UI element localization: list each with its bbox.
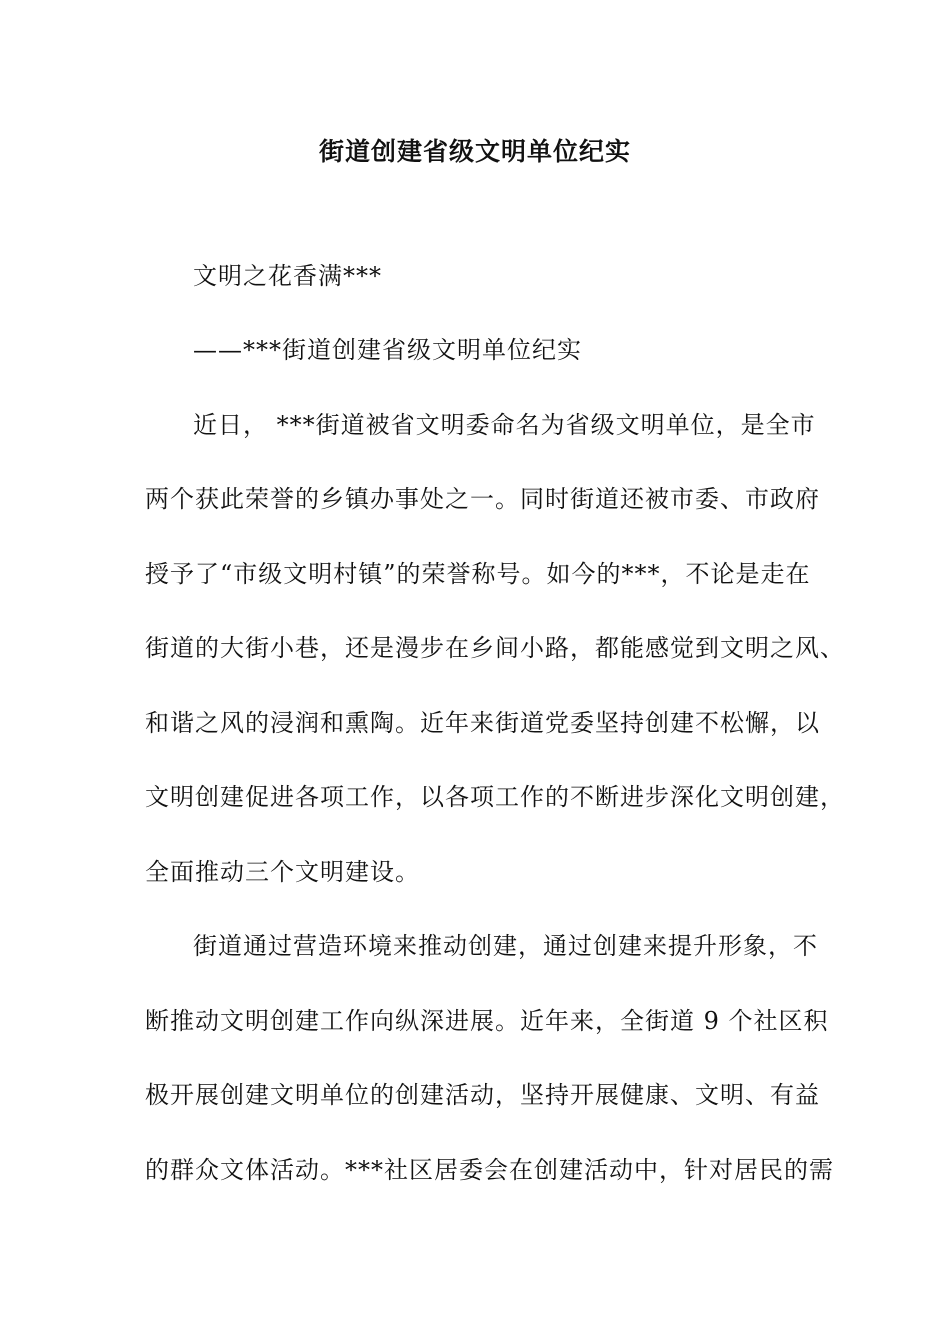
paragraph-line: 文明创建促进各项工作，以各项工作的不断进步深化文明创建，	[145, 783, 845, 811]
paragraph-line: 两个获此荣誉的乡镇办事处之一。同时街道还被市委、市政府	[145, 485, 820, 513]
paragraph-line: 断推动文明创建工作向纵深进展。近年来，全街道 9 个社区积	[145, 1007, 829, 1035]
paragraph-line: 街道的大街小巷，还是漫步在乡间小路，都能感觉到文明之风、	[145, 634, 845, 662]
paragraph-line: 近日， ***街道被省文明委命名为省级文明单位，是全市	[193, 411, 816, 439]
paragraph-line: 极开展创建文明单位的创建活动，坚持开展健康、文明、有益	[145, 1081, 820, 1109]
document-subheading: ——***街道创建省级文明单位纪实	[193, 336, 582, 364]
document-subtitle: 文明之花香满***	[193, 262, 382, 290]
document-title: 街道创建省级文明单位纪实	[318, 137, 631, 166]
paragraph-line: 街道通过营造环境来推动创建，通过创建来提升形象，不	[193, 932, 818, 960]
paragraph-line: 全面推动三个文明建设。	[145, 858, 420, 886]
paragraph-line: 的群众文体活动。***社区居委会在创建活动中，针对居民的需	[145, 1156, 834, 1184]
paragraph-line: 授予了“市级文明村镇”的荣誉称号。如今的***，不论是走在	[145, 560, 811, 588]
paragraph-line: 和谐之风的浸润和熏陶。近年来街道党委坚持创建不松懈，以	[145, 709, 820, 737]
